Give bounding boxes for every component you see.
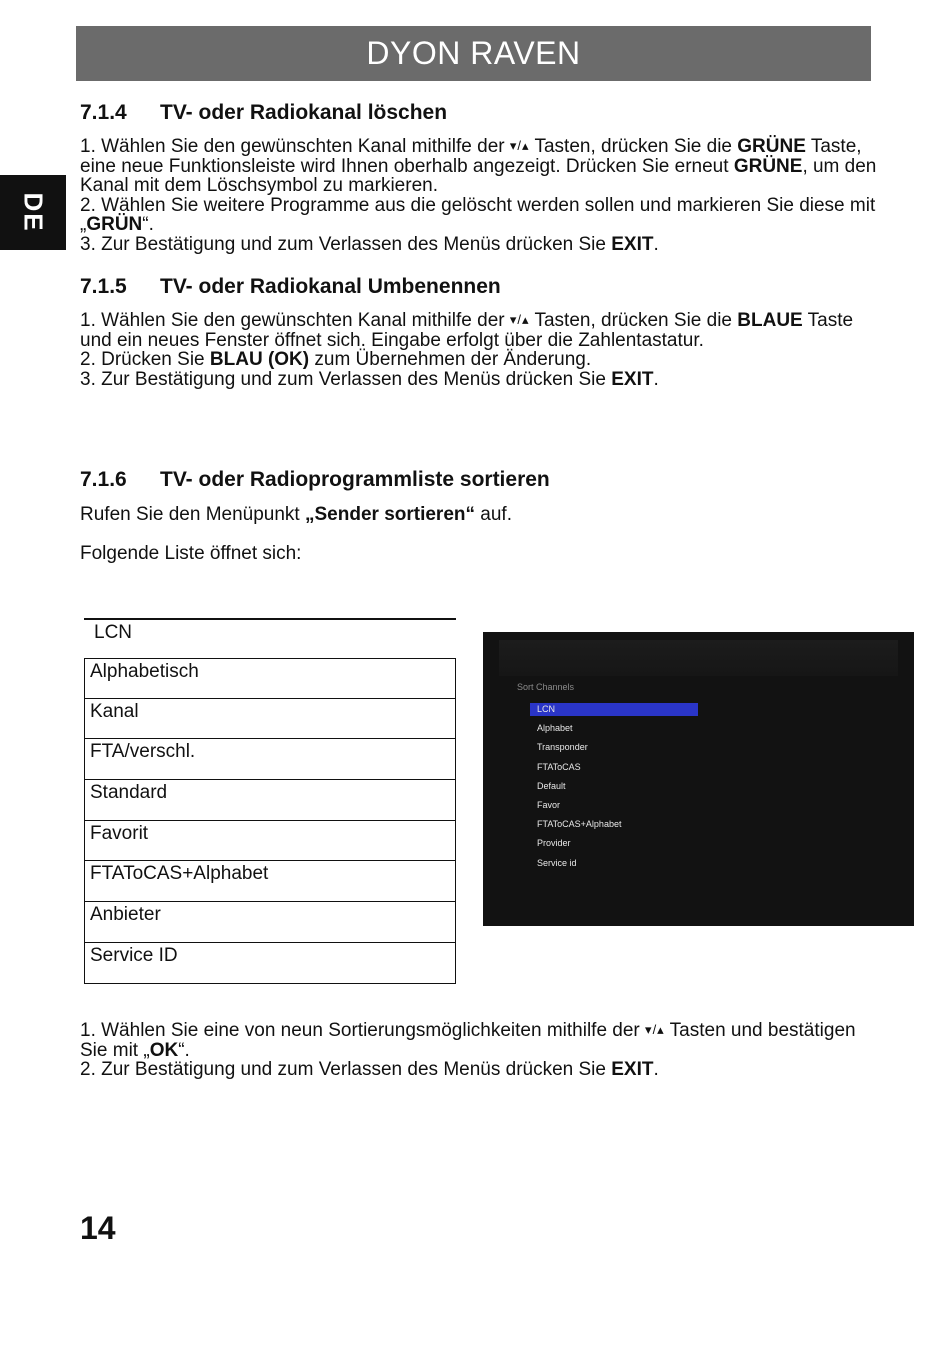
language-tab <box>0 175 66 250</box>
text: , um den Kanal mit dem Löschsymbol zu markieren. <box>80 155 877 197</box>
section-heading-7-1-4 <box>80 101 447 125</box>
list-intro <box>80 544 880 564</box>
section-heading-7-1-5 <box>80 275 501 299</box>
key-exit: EXIT <box>611 368 654 390</box>
intro-line <box>80 505 880 525</box>
page-number: 14 <box>80 1210 116 1246</box>
instruction-step-2 <box>80 196 880 235</box>
section-intro-7-1-6 <box>80 505 880 525</box>
text: . <box>653 1059 659 1081</box>
table-row: FTA/verschl. <box>84 739 456 780</box>
key-green: GRÜNE <box>737 136 806 157</box>
tv-menu-item: FTAToCAS+Alphabet <box>537 819 622 830</box>
text: Rufen Sie den Menüpunkt <box>80 504 305 525</box>
section-body-7-1-5 <box>80 310 880 389</box>
text: zum Übernehmen der Änderung. <box>309 349 592 371</box>
section-title: TV- oder Radioprogrammliste sortieren <box>160 468 550 491</box>
text: “. <box>178 1039 190 1061</box>
text: 1. Wählen Sie den gewünschten Kanal mithilfe der <box>80 136 510 157</box>
text: auf. <box>475 504 512 525</box>
text: 1. Wählen Sie den gewünschten Kanal mithilfe der <box>80 310 510 331</box>
brand-title: DYON RAVEN <box>366 35 581 71</box>
menu-item-name: „Sender sortieren“ <box>305 504 475 525</box>
instruction-step-3 <box>80 370 880 390</box>
tv-menu-item: Service id <box>537 857 577 868</box>
text: Taste, eine neue Funktionsleiste wird Ihnen oberhalb angezeigt. Drücken Sie erneut <box>80 136 862 177</box>
text: Tasten und bestätigen Sie mit „ <box>80 1020 856 1061</box>
tv-screenshot-sort-channels <box>483 632 914 926</box>
text: “. <box>142 214 154 236</box>
instruction-step-1 <box>80 310 880 350</box>
up-down-arrow-icon: ▾/▴ <box>509 312 530 327</box>
key-exit: EXIT <box>611 233 654 255</box>
section-body-7-1-4 <box>80 136 880 255</box>
table-row: Kanal <box>84 699 456 740</box>
tv-menu-item: Default <box>537 780 566 791</box>
section-title: TV- oder Radiokanal Umbenennen <box>160 275 501 298</box>
tv-menu-item: FTAToCAS <box>537 761 581 772</box>
text: 3. Zur Bestätigung und zum Verlassen des Menüs drücken Sie <box>80 368 612 390</box>
section-number: 7.1.4 <box>80 101 127 124</box>
key-green: GRÜN <box>86 214 143 236</box>
key-green: GRÜNE <box>733 155 803 177</box>
text: Taste und ein neues Fenster öffnet sich. Eingabe erfolgt über die Zahlentastatur. <box>80 310 854 351</box>
tv-menu-item: Provider <box>537 838 571 849</box>
table-row: Standard <box>84 780 456 821</box>
text: . <box>653 368 659 390</box>
tv-menu-item: Alphabet <box>537 723 573 734</box>
text: . <box>653 233 659 255</box>
section-heading-7-1-6 <box>80 468 550 492</box>
text: Tasten, drücken Sie die <box>529 136 738 157</box>
text: 2. Drücken Sie <box>80 349 210 371</box>
tv-menu-item: Transponder <box>537 742 588 753</box>
tv-menu-item-selected: LCN <box>530 703 698 716</box>
text: 3. Zur Bestätigung und zum Verlassen des Menüs drücken Sie <box>80 233 612 255</box>
text: Tasten, drücken Sie die <box>529 310 738 331</box>
key-ok: OK <box>149 1039 179 1061</box>
key-exit: EXIT <box>611 1059 654 1081</box>
text: 2. Wählen Sie weitere Programme aus die gelöscht werden sollen und markieren Sie diese mit „ <box>80 194 876 236</box>
instruction-step-1 <box>80 1020 880 1060</box>
header-title-bar <box>76 26 871 81</box>
instruction-step-2 <box>80 350 880 370</box>
tv-top-bar <box>499 640 898 676</box>
sort-instructions <box>80 1020 880 1080</box>
instruction-step-3 <box>80 235 880 255</box>
tv-menu-title: Sort Channels <box>517 682 575 692</box>
table-row: Service ID <box>84 943 456 984</box>
key-blue: BLAUE <box>737 310 803 331</box>
table-row: FTAToCAS+Alphabet <box>84 861 456 902</box>
tv-menu-list <box>530 703 698 876</box>
section-number: 7.1.6 <box>80 468 127 491</box>
section-number: 7.1.5 <box>80 275 127 298</box>
tv-menu-item: Favor <box>537 799 561 810</box>
instruction-step-1 <box>80 136 880 196</box>
up-down-arrow-icon: ▾/▴ <box>645 1022 665 1037</box>
table-row: Alphabetisch <box>84 658 456 699</box>
table-header-lcn: LCN <box>84 618 456 658</box>
table-row: Favorit <box>84 821 456 862</box>
text: 2. Zur Bestätigung und zum Verlassen des Menüs drücken Sie <box>80 1059 612 1081</box>
language-label: DE <box>18 192 49 233</box>
section-title: TV- oder Radiokanal löschen <box>160 101 448 124</box>
sort-options-table <box>84 618 456 984</box>
list-intro-text: Folgende Liste öffnet sich: <box>80 543 302 564</box>
up-down-arrow-icon: ▾/▴ <box>509 138 530 153</box>
text: 1. Wählen Sie eine von neun Sortierungsmöglichkeiten mithilfe der <box>80 1020 646 1041</box>
key-blue-ok: BLAU (OK) <box>209 349 310 371</box>
instruction-step-2 <box>80 1060 880 1080</box>
table-row: Anbieter <box>84 902 456 943</box>
